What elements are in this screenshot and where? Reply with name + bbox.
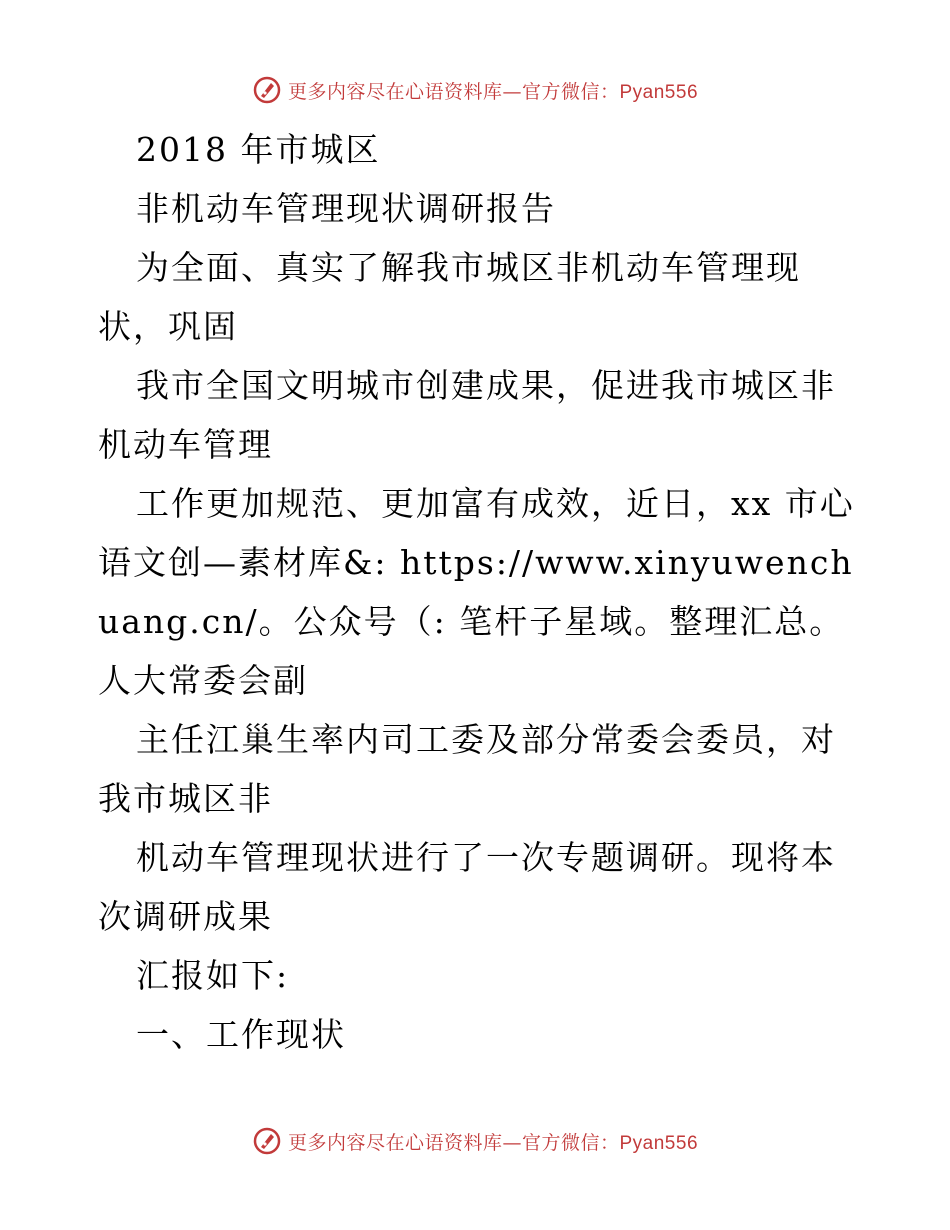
doc-paragraph: 为全面、真实了解我市城区非机动车管理现状，巩固 [98,248,801,346]
doc-paragraph: 汇报如下: [136,956,290,995]
doc-section-heading: 一、工作现状 [136,1015,346,1054]
doc-paragraph-year-title: 2018 年市城区 [136,130,381,169]
pen-nib-logo-icon [252,1126,282,1156]
header-watermark [0,70,950,110]
doc-paragraph-report-title: 非机动车管理现状调研报告 [136,189,556,228]
doc-paragraph: 工作更加规范、更加富有成效，近日，xx 市心语文创—素材库&: https://www.xinyuwenchuang.cn/。公众号（: 笔杆子星域。整理汇总。人大常委会副 [98,484,855,700]
watermark-wechat-id: Pyan556 [619,81,699,103]
footer-watermark [0,1121,950,1161]
watermark-text: 更多内容尽在心语资料库—官方微信：Pyan556 [287,80,699,103]
pen-nib-logo-icon [252,75,282,105]
doc-paragraph: 主任江巢生率内司工委及部分常委会委员，对我市城区非 [98,720,836,818]
watermark-wechat-id: Pyan556 [619,1132,699,1154]
doc-paragraph: 机动车管理现状进行了一次专题调研。现将本次调研成果 [98,838,836,936]
watermark-text: 更多内容尽在心语资料库—官方微信：Pyan556 [287,1131,699,1154]
document-body [98,120,858,1064]
doc-paragraph: 我市全国文明城市创建成果，促进我市城区非机动车管理 [98,366,836,464]
